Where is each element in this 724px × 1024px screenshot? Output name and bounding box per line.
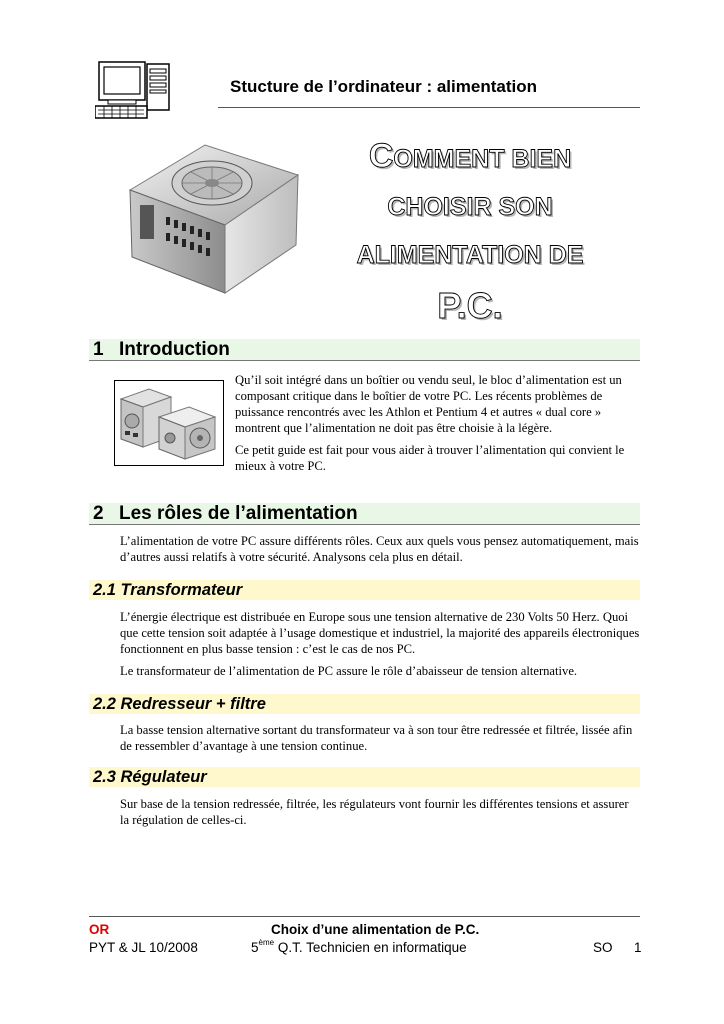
section-heading-roles	[89, 503, 640, 525]
footer-divider	[89, 916, 640, 917]
subsection-heading-redresseur: 2.2 Redresseur + filtre	[89, 694, 640, 714]
footer-author-date: PYT & JL 10/2008	[89, 940, 198, 955]
footer-course	[251, 940, 467, 955]
section-heading-introduction	[89, 339, 640, 361]
section-number: 2	[93, 503, 104, 524]
section-title: Les rôles de l’alimentation	[119, 503, 358, 524]
roles-paragraph: L’alimentation de votre PC assure différents rôles. Ceux aux quels vous pensez automatiquement, mais d’autres aussi relatifs à votre sécurité. Analysons cela plus en détail.	[120, 534, 639, 564]
footer-course-superscript: ème	[258, 938, 275, 947]
title-line-2: CHOISIR SON	[387, 193, 553, 221]
footer-label: OR	[89, 922, 110, 937]
main-title	[300, 132, 640, 333]
computer-icon	[95, 60, 173, 120]
section-title: Introduction	[119, 339, 230, 360]
intro-image-frame	[114, 380, 224, 466]
footer-document-title: Choix d’une alimentation de P.C.	[271, 922, 480, 937]
title-line-3: ALIMENTATION DE	[356, 241, 584, 269]
subsection-heading-transformateur: 2.1 Transformateur	[89, 580, 640, 600]
title-line-1: OMMENT BIEN	[393, 145, 572, 173]
intro-paragraph-1: Qu’il soit intégré dans un boîtier ou vendu seul, le bloc d’alimentation est un composant critique dans le boîtier de votre PC. Les récents problèmes de puissance rencontrés avec les Athlon et Pentium 4 et autres « dual core » montrent que l’alimentation ne doit pas être choisie à la légère.	[235, 373, 622, 435]
transformateur-paragraph-2: Le transformateur de l’alimentation de PC assure le rôle d’abaisseur de tension alternative.	[120, 664, 578, 678]
subsection-heading-regulateur: 2.3 Régulateur	[89, 767, 640, 787]
title-line-4: P.C.	[437, 285, 503, 326]
redresseur-paragraph: La basse tension alternative sortant du transformateur va à son tour être redressée et filtrée, lissée afin de ressembler d’avantage à une tension continue.	[120, 723, 633, 753]
section-number: 1	[93, 339, 104, 360]
title-initial: C	[368, 137, 394, 175]
footer-course-number: 5	[251, 940, 259, 955]
header-divider	[218, 107, 640, 108]
footer-code: SO	[593, 940, 613, 955]
page-number: 1	[634, 940, 642, 955]
power-supply-pair-image	[115, 381, 223, 465]
regulateur-paragraph: Sur base de la tension redressée, filtrée, les régulateurs vont fournir les différentes tensions et assurer la régulation de celles-ci.	[120, 797, 629, 827]
footer-course-name: Q.T. Technicien en informatique	[274, 940, 467, 955]
transformateur-paragraph-1: L’énergie électrique est distribuée en Europe sous une tension alternative de 230 Volts 50 Herz. Quoi que cette tension soit adaptée à l’usage domestique et industriel, la majorité des appareils électroniques fonctionnent en plus basse tension : c’est le cas de nos PC.	[120, 610, 640, 656]
header-title: Stucture de l’ordinateur : alimentation	[230, 77, 537, 96]
power-supply-image	[120, 135, 305, 300]
intro-paragraph-2: Ce petit guide est fait pour vous aider à trouver l’alimentation qui convient le mieux à votre PC.	[235, 443, 625, 473]
